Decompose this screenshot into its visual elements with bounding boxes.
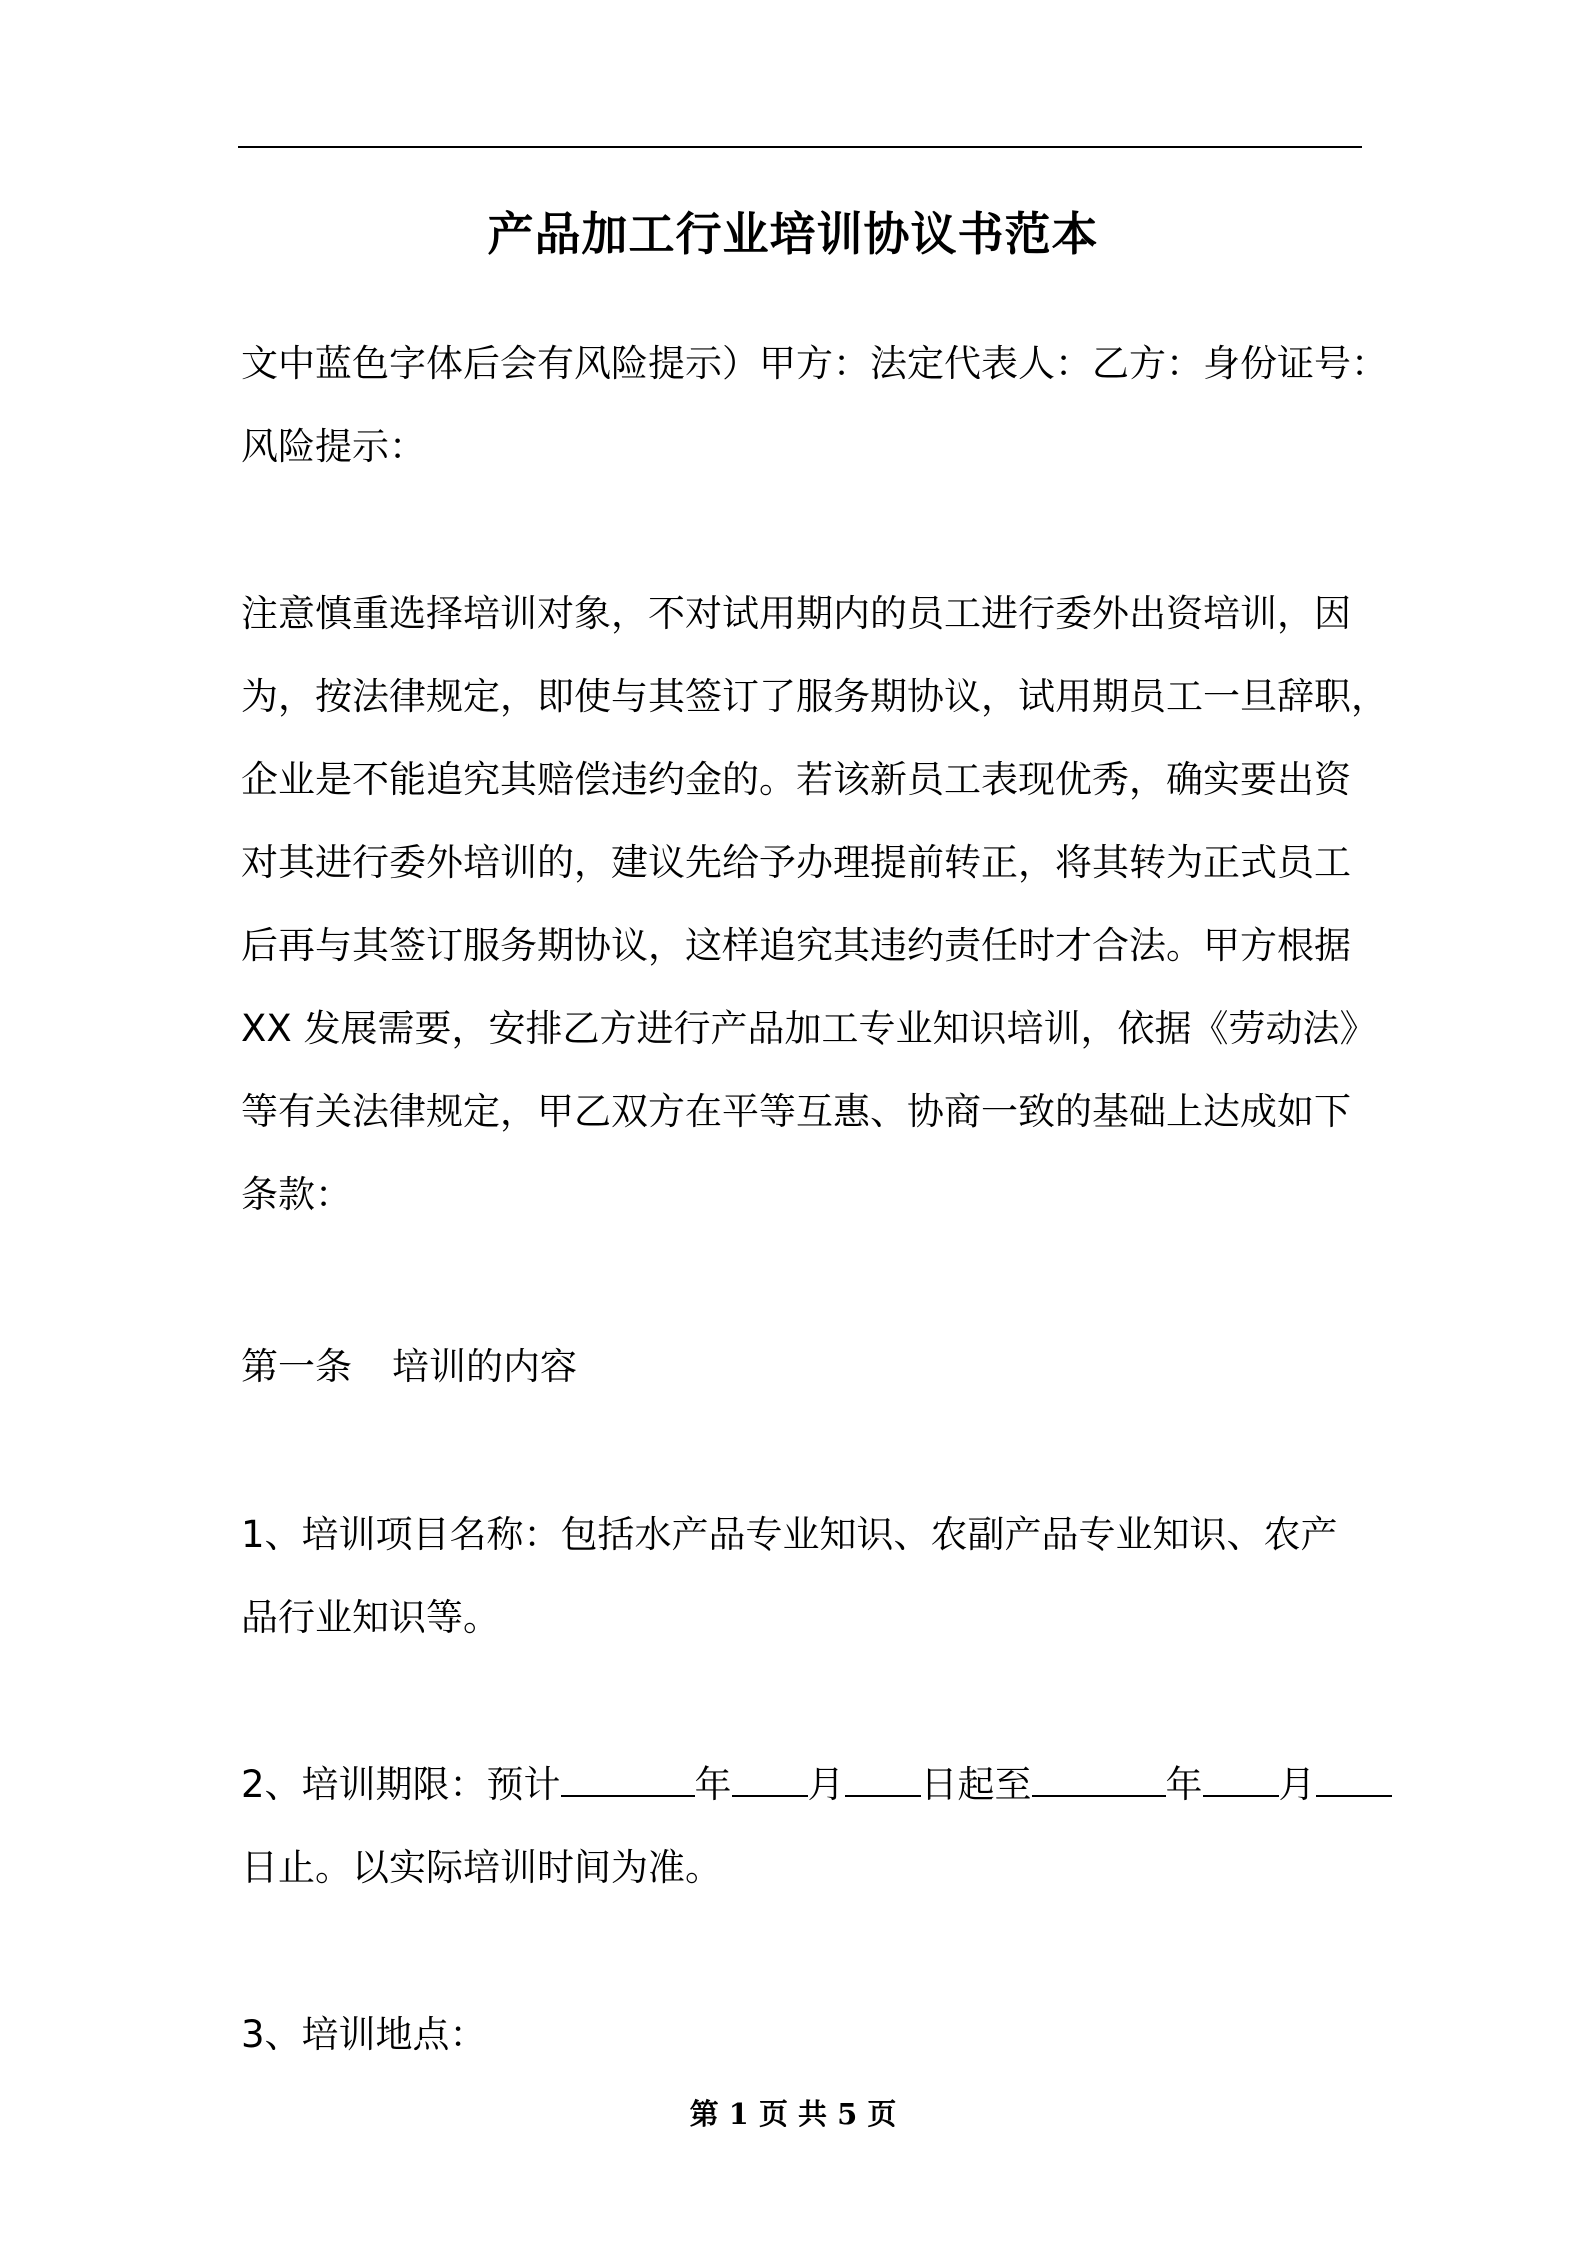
document-title: 产品加工行业培训协议书范本	[487, 207, 1099, 261]
blank-year-to	[1032, 1761, 1166, 1797]
item-2-paragraph	[241, 1743, 1391, 1909]
blank-month-to	[1203, 1761, 1279, 1797]
article-1-heading	[241, 1325, 1391, 1408]
intro-line: 风险提示：	[241, 425, 426, 468]
blank-day-from	[845, 1761, 921, 1797]
blank-year-from	[561, 1761, 695, 1797]
risk-paragraph	[241, 572, 1391, 1236]
article-heading: 培训的内容	[392, 1345, 577, 1388]
risk-line: 企业是不能追究其赔偿违约金的。若该新员工表现优秀，确实要出资	[241, 758, 1351, 801]
article-number: 第一条	[241, 1345, 352, 1388]
header-rule	[238, 146, 1362, 148]
blank-month-from	[732, 1761, 808, 1797]
risk-line: 为，按法律规定，即使与其签订了服务期协议，试用期员工一旦辞职，	[241, 675, 1388, 718]
item-3-line: 3、培训地点：	[241, 2013, 487, 2056]
risk-line: 后再与其签订服务期协议，这样追究其违约责任时才合法。甲方根据	[241, 924, 1351, 967]
item-1-line: 品行业知识等。	[241, 1596, 500, 1639]
intro-paragraph	[241, 322, 1391, 488]
risk-line: 条款：	[241, 1173, 352, 1216]
blank-day-to	[1316, 1761, 1392, 1797]
risk-line: XX 发展需要，安排乙方进行产品加工专业知识培训，依据《劳动法》	[241, 1007, 1377, 1050]
item-2-line-2: 日止。以实际培训时间为准。	[241, 1846, 722, 1889]
item-2-line-1: 2、培训期限：预计 年 月 日起至 年 月	[241, 1743, 1391, 1826]
risk-line: 注意慎重选择培训对象，不对试用期内的员工进行委外出资培训，因	[241, 592, 1351, 635]
risk-line: 等有关法律规定，甲乙双方在平等互惠、协商一致的基础上达成如下	[241, 1090, 1351, 1133]
risk-line: 对其进行委外培训的，建议先给予办理提前转正，将其转为正式员工	[241, 841, 1351, 884]
intro-line: 文中蓝色字体后会有风险提示）甲方：法定代表人：乙方：身份证号：	[241, 342, 1388, 385]
item-1-paragraph	[241, 1493, 1391, 1659]
item-3-paragraph	[241, 1993, 1391, 2076]
item-1-line: 1、培训项目名称：包括水产品专业知识、农副产品专业知识、农产	[241, 1513, 1338, 1556]
page-number-footer: 第 1 页 共 5 页	[689, 2097, 897, 2131]
